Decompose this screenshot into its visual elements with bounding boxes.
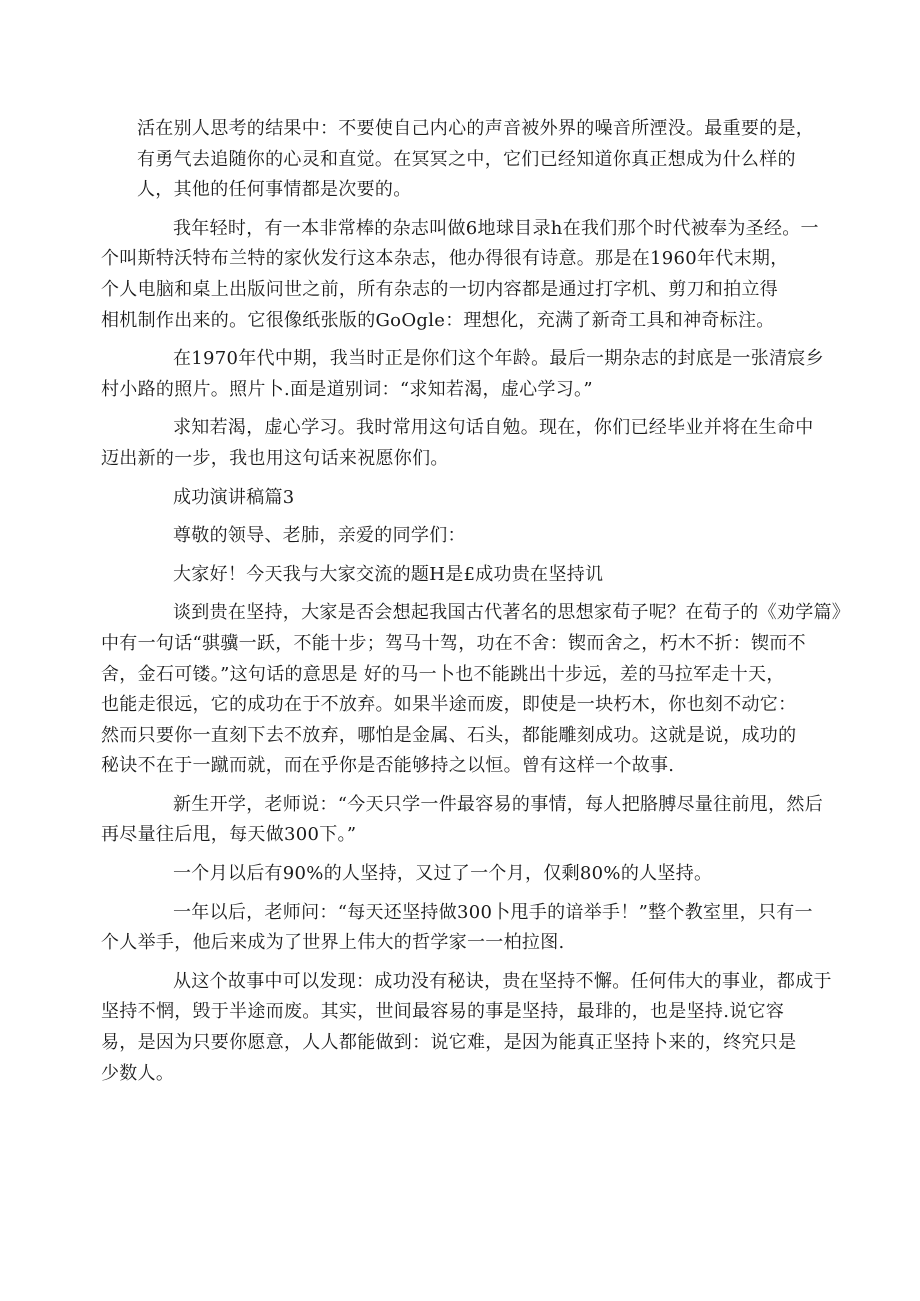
text-line: 个人举手，他后来成为了世界上伟大的哲学家一一柏拉图.: [101, 932, 565, 954]
text-line: 谈到贵在坚持，大家是否会想起我国古代著名的思想家荀子呢？在荀子的《劝学篇》: [173, 602, 851, 624]
paragraph-4: [101, 413, 814, 474]
text-line: 中有一句话“骐骥一跃，不能十步；驾马十驾，功在不舍：锲而舍之，朽木不折：锲而不: [101, 632, 806, 654]
text-line: 少数人。: [101, 1062, 175, 1084]
section-heading: [137, 483, 787, 514]
text-line: 人，其他的任何事情都是次要的。: [137, 179, 412, 201]
text-line: 坚持不惘，毁于半途而废。其实，世间最容易的事是坚持，最琲的，也是坚持.说它容: [101, 1001, 785, 1023]
text-line: 大家好！今天我与大家交流的题H是£成功贵在坚持讥: [173, 563, 604, 585]
paragraph-9: [101, 790, 823, 851]
salutation: [137, 521, 787, 552]
text-line: 成功演讲稿篇3: [173, 486, 295, 508]
text-line: 求知若渴，虚心学习。我时常用这句话自勉。现在，你们已经毕业并将在生命中: [173, 417, 814, 439]
paragraph-11: [101, 898, 813, 959]
text-line: 一年以后，老师问：“每天还坚持做300卜甩手的谙举手！”整个教室里，只有一: [173, 901, 813, 923]
text-line: 然而只要你一直刻下去不放弃，哪怕是金属、石头，都能雕刻成功。这就是说，成功的: [101, 724, 797, 746]
greeting: [137, 560, 787, 591]
paragraph-12: [101, 967, 832, 1089]
text-line: 一个月以后有90%的人坚持，又过了一个月，仅剩80%的人坚持。: [173, 863, 713, 885]
text-line: 也能走很远，它的成功在于不放弃。如果半途而废，即使是一块朽木，你也刻不动它：: [101, 694, 797, 716]
paragraph-8: [101, 598, 851, 782]
text-line: 舍，金石可镂。”这句话的意思是 好的马一卜也不能跳出十步远，差的马拉军走十天，: [101, 663, 785, 685]
text-line: 新生开学，老师说：“今天只学一件最容易的事情，每人把胳膊尽量往前甩，然后: [173, 793, 823, 815]
text-line: 个叫斯特沃特布兰特的家伙发行这本杂志，他办得很有诗意。那是在1960年代末期，: [101, 248, 789, 270]
text-line: 在1970年代中期，我当时正是你们这个年龄。最后一期杂志的封底是一张清宸乡: [173, 348, 824, 370]
text-line: 有勇气去追随你的心灵和直觉。在冥冥之中，它们已经知道你真正想成为什么样的: [137, 148, 796, 170]
text-line: 易，是因为只要你愿意，人人都能做到：说它难，是因为能真正坚持卜来的，终究只是: [101, 1032, 797, 1054]
paragraph-2: [101, 214, 819, 336]
paragraph-10: [137, 859, 787, 890]
paragraph-1: [137, 114, 815, 206]
text-line: 村小路的照片。照片卜.面是道别词：“求知若渴，虚心学习。”: [101, 378, 593, 400]
text-line: 再尽量往后甩，每天做300下。”: [101, 824, 357, 846]
document-page: [101, 114, 851, 1097]
text-line: 尊敬的领导、老肺，亲爱的同学们：: [173, 525, 466, 547]
paragraph-3: [101, 344, 824, 405]
text-line: 个人电脑和桌上出版问世之前，所有杂志的一切内容都是通过打字机、剪刀和拍立得: [101, 278, 779, 300]
text-line: 从这个故事中可以发现：成功没有秘诀，贵在坚持不懈。任何伟大的事业，都成于: [173, 970, 832, 992]
text-line: 活在别人思考的结果中：不要使自己内心的声音被外界的噪音所湮没。最重要的是，: [137, 118, 815, 139]
text-line: 秘诀不在于一蹴而就，而在乎你是否能够持之以恒。曾有这样一个故事.: [101, 755, 675, 777]
text-line: 迈出新的一步，我也用这句话来祝愿你们。: [101, 447, 449, 469]
text-line: 我年轻时，有一本非常棒的杂志叫做6地球目录h在我们那个时代被奉为圣经。一: [173, 217, 819, 239]
text-line: 相机制作出来的。它很像纸张版的GoOgle：理想化，充满了新奇工具和神奇标注。: [101, 309, 775, 331]
